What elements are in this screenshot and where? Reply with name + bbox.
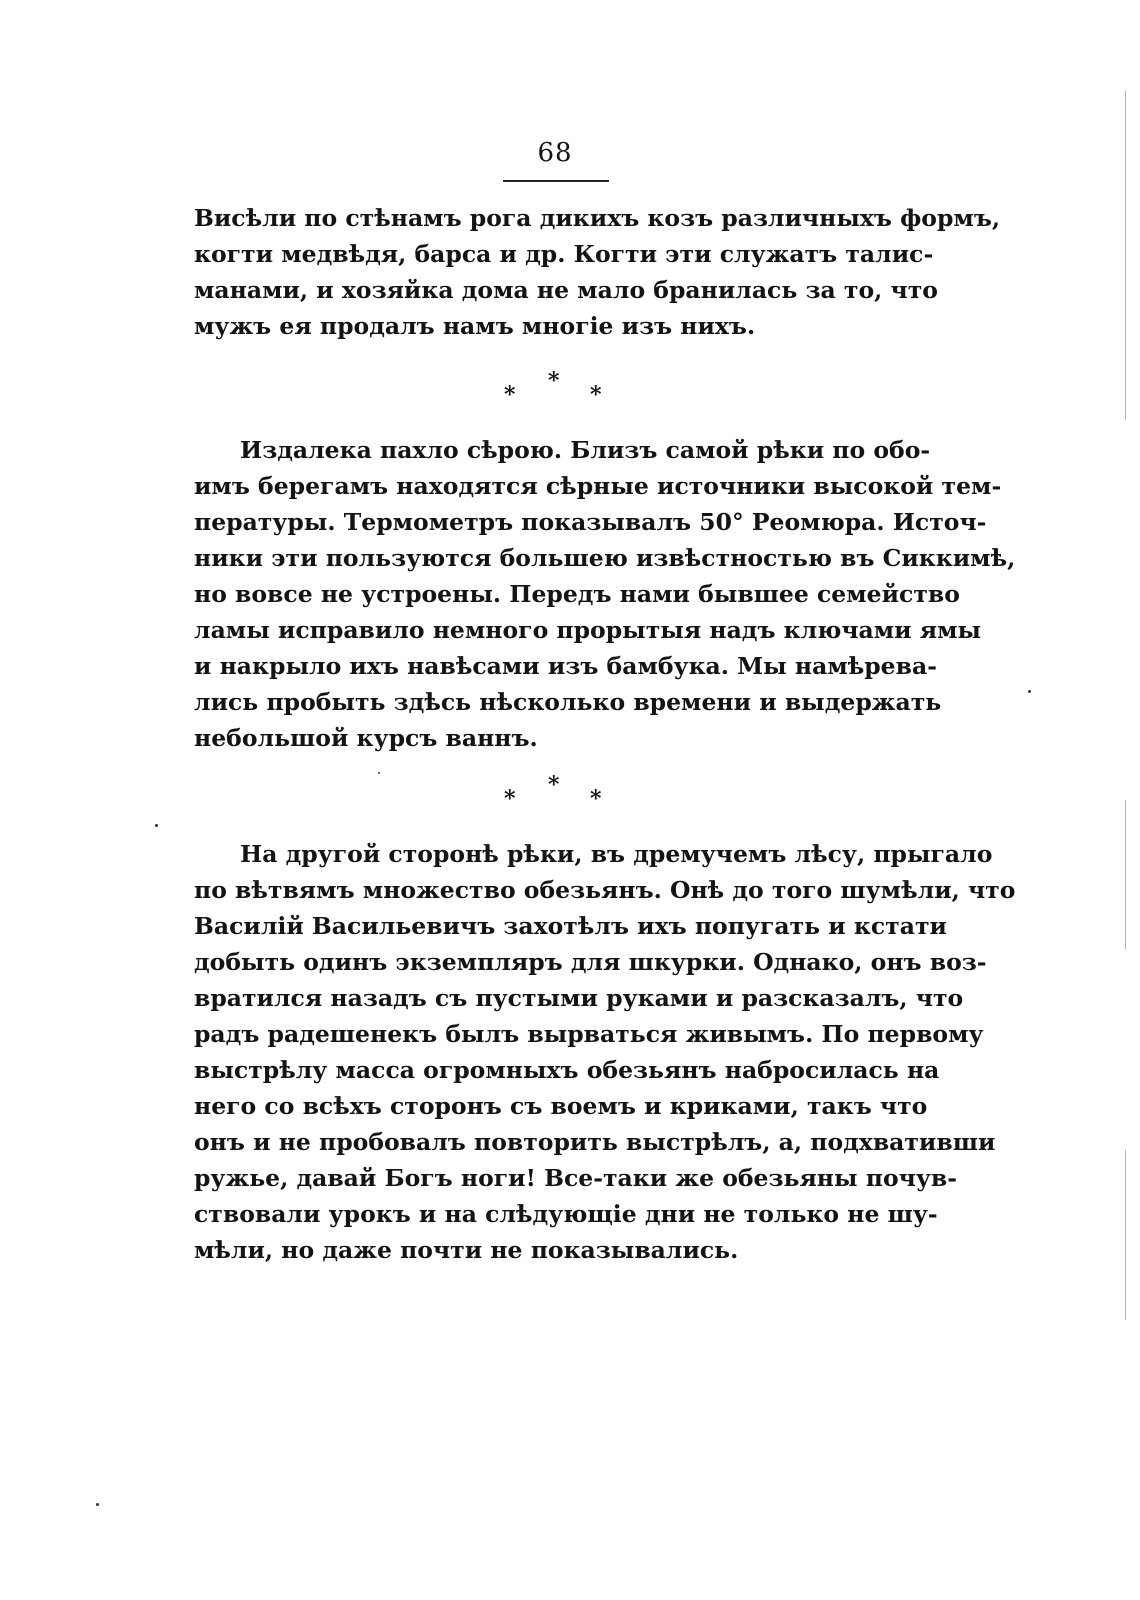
scan-speck <box>155 824 158 827</box>
paragraph-line: онъ и не пробовалъ повторить выстрѣлъ, а, подхвативши <box>194 1128 996 1156</box>
paragraph-1 <box>194 200 1001 344</box>
page-number-rule <box>503 180 609 182</box>
asterism-star: * <box>590 382 602 408</box>
scan-edge-line <box>1125 1150 1126 1320</box>
paragraph-line: небольшой курсъ ваннъ. <box>194 724 538 752</box>
paragraph-line: ламы исправило немного прорытыя надъ ключами ямы <box>194 616 982 644</box>
paragraph-line: мужъ ея продалъ намъ многіе изъ нихъ. <box>194 312 756 340</box>
paragraph-line: но вовсе не устроены. Передъ нами бывшее семейство <box>194 580 960 608</box>
section-asterism-1 <box>500 370 610 414</box>
asterism-star: * <box>548 772 560 798</box>
paragraph-line: На другой сторонѣ рѣки, въ дремучемъ лѣсу, прыгало <box>240 840 993 868</box>
paragraph-line: мѣли, но даже почти не показывались. <box>194 1236 739 1264</box>
paragraph-line: манами, и хозяйка дома не мало бранилась за то, что <box>194 276 938 304</box>
paragraph-line: лись пробыть здѣсь нѣсколько времени и выдержать <box>194 688 942 716</box>
paragraph-line: выстрѣлу масса огромныхъ обезьянъ набросилась на <box>194 1056 940 1084</box>
paragraph-line: добыть одинъ экземпляръ для шкурки. Однако, онъ воз- <box>194 948 987 976</box>
asterism-star: * <box>504 786 516 812</box>
asterism-star: * <box>504 382 516 408</box>
paragraph-2 <box>194 432 1016 756</box>
scan-speck <box>96 1503 99 1506</box>
scan-speck <box>378 772 380 774</box>
paragraph-line: него со всѣхъ сторонъ съ воемъ и криками, такъ что <box>194 1092 928 1120</box>
paragraph-line: пературы. Термометръ показывалъ 50° Реомюра. Источ- <box>194 508 987 536</box>
paragraph-line: ствовали урокъ и на слѣдующіе дни не только не шу- <box>194 1200 938 1228</box>
page-number: 68 <box>537 138 573 168</box>
paragraph-3 <box>194 836 1016 1268</box>
paragraph-line: Висѣли по стѣнамъ рога дикихъ козъ различныхъ формъ, <box>194 204 1001 232</box>
scan-edge-line <box>1125 90 1126 420</box>
asterism-star: * <box>590 786 602 812</box>
paragraph-line: когти медвѣдя, барса и др. Когти эти служатъ талис- <box>194 240 934 268</box>
paragraph-line: радъ радешенекъ былъ вырваться живымъ. По первому <box>194 1020 984 1048</box>
asterism-star: * <box>548 368 560 394</box>
paragraph-line: ники эти пользуются большею извѣстностью въ Сиккимѣ, <box>194 544 1016 572</box>
paragraph-line: ружье, давай Богъ ноги! Все-таки же обезьяны почув- <box>194 1164 957 1192</box>
scan-edge-line <box>1125 800 1126 950</box>
paragraph-line: имъ берегамъ находятся сѣрные источники высокой тем- <box>194 472 1002 500</box>
paragraph-line: вратился назадъ съ пустыми руками и разсказалъ, что <box>194 984 964 1012</box>
section-asterism-2 <box>500 774 610 818</box>
scan-speck <box>1028 690 1031 693</box>
paragraph-line: по вѣтвямъ множество обезьянъ. Онѣ до того шумѣли, что <box>194 876 1016 904</box>
paragraph-line: Издалека пахло сѣрою. Близъ самой рѣки по обо- <box>240 436 931 464</box>
paragraph-line: Василій Васильевичъ захотѣлъ ихъ попугать и кстати <box>194 912 947 940</box>
paragraph-line: и накрыло ихъ навѣсами изъ бамбука. Мы намѣрева- <box>194 652 937 680</box>
